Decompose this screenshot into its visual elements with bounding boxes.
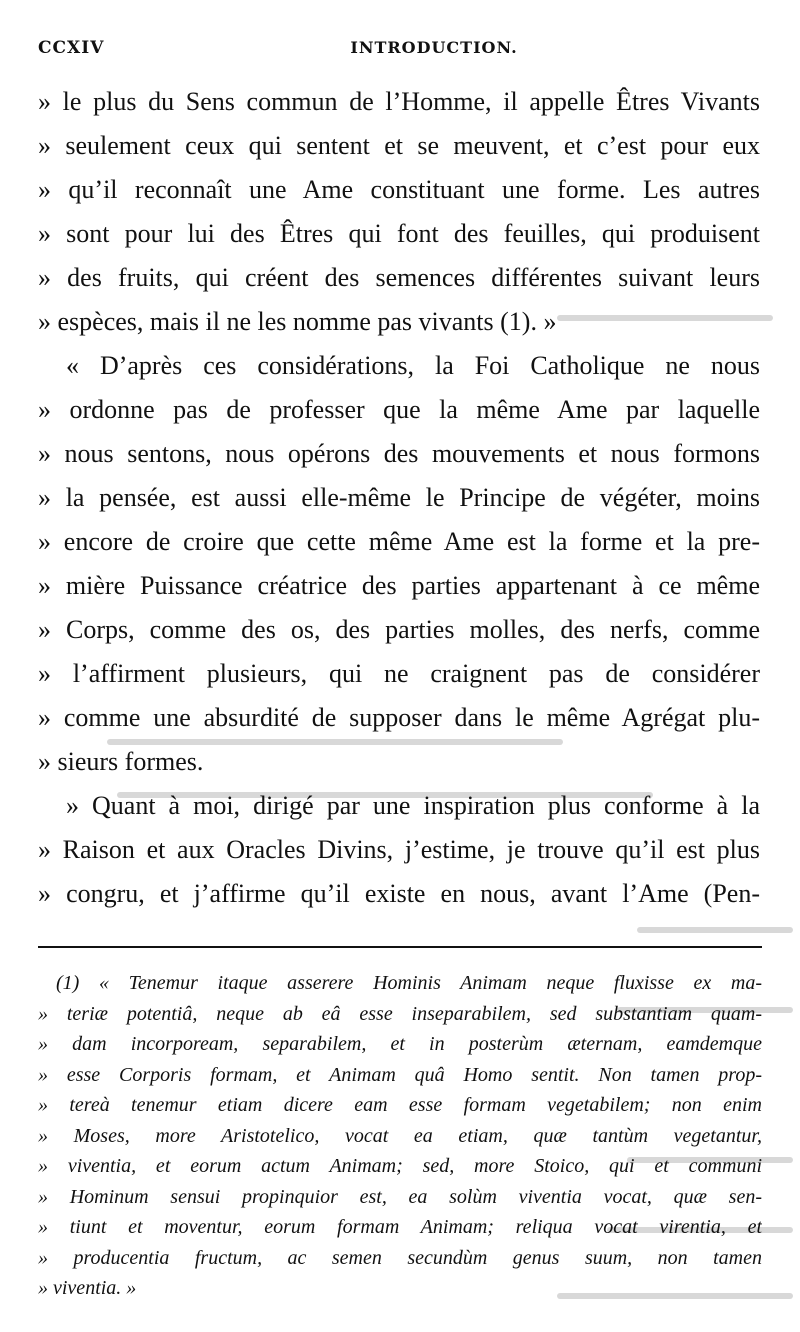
page-header xyxy=(38,38,760,66)
text-line: » qu’il reconnaît une Ame constituant une forme. Les autres xyxy=(38,175,760,204)
main-text xyxy=(38,80,760,916)
text-line: » comme une absurdité de supposer dans le même Agrégat plu- xyxy=(38,703,760,732)
footnote-line: » dam incorpoream, separabilem, et in posterùm æternam, eamdemque xyxy=(38,1033,762,1055)
text-line: » sont pour lui des Êtres qui font des feuilles, qui produisent xyxy=(38,219,760,248)
text-line: » Quant à moi, dirigé par une inspiration plus conforme à la xyxy=(66,791,760,820)
text-line: » le plus du Sens commun de l’Homme, il appelle Êtres Vivants xyxy=(38,87,760,116)
running-title: INTRODUCTION. xyxy=(350,38,518,57)
text-line: » des fruits, qui créent des semences différentes suivant leurs xyxy=(38,263,760,292)
footnote-line: » tiunt et moventur, eorum formam Animam; reliqua vocat virentia, et xyxy=(38,1216,762,1238)
footnote-line: » viventia. » xyxy=(38,1277,137,1299)
footnote-line: » teriæ potentiâ, neque ab eâ esse inseparabilem, sed substantiam quam- xyxy=(38,1002,762,1025)
footnote-line: » producentia fructum, ac semen secundùm genus suum, non tamen xyxy=(38,1246,762,1269)
footnote-line: (1) « Tenemur itaque asserere Hominis Animam neque fluxisse ex ma- xyxy=(56,972,762,994)
text-line: » encore de croire que cette même Ame est la forme et la pre- xyxy=(38,527,760,556)
footnote-line: » tereà tenemur etiam dicere eam esse formam vegetabilem; non enim xyxy=(38,1094,762,1116)
footnote xyxy=(38,968,762,1304)
text-line: » ordonne pas de professer que la même Ame par laquelle xyxy=(38,395,760,424)
footnote-divider xyxy=(38,946,762,948)
text-line: » espèces, mais il ne les nomme pas vivants (1). » xyxy=(38,307,557,336)
text-line: » l’affirment plusieurs, qui ne craignent pas de considérer xyxy=(38,659,760,688)
footnote-line: » viventia, et eorum actum Animam; sed, more Stoico, qui et communi xyxy=(38,1155,762,1177)
text-line: » seulement ceux qui sentent et se meuvent, et c’est pour eux xyxy=(38,131,760,160)
footnote-line: » esse Corporis formam, et Animam quâ Homo sentit. Non tamen prop- xyxy=(38,1063,762,1086)
text-line: » sieurs formes. xyxy=(38,747,204,776)
text-line: « D’après ces considérations, la Foi Catholique ne nous xyxy=(66,351,760,380)
text-line: » Raison et aux Oracles Divins, j’estime, je trouve qu’il est plus xyxy=(38,835,760,864)
footnote-line: » Hominum sensui propinquior est, ea solùm viventia vocat, quæ sen- xyxy=(38,1185,762,1208)
text-line: » Corps, comme des os, des parties molles, des nerfs, comme xyxy=(38,615,760,644)
page-number: CCXIV xyxy=(38,38,105,58)
text-line: » la pensée, est aussi elle-même le Principe de végéter, moins xyxy=(38,483,760,512)
text-line: » mière Puissance créatrice des parties appartenant à ce même xyxy=(38,571,760,600)
text-line: » congru, et j’affirme qu’il existe en nous, avant l’Ame (Pen- xyxy=(38,879,760,908)
text-line: » nous sentons, nous opérons des mouvements et nous formons xyxy=(38,439,760,468)
footnote-line: » Moses, more Aristotelico, vocat ea etiam, quæ tantùm vegetantur, xyxy=(38,1124,762,1147)
